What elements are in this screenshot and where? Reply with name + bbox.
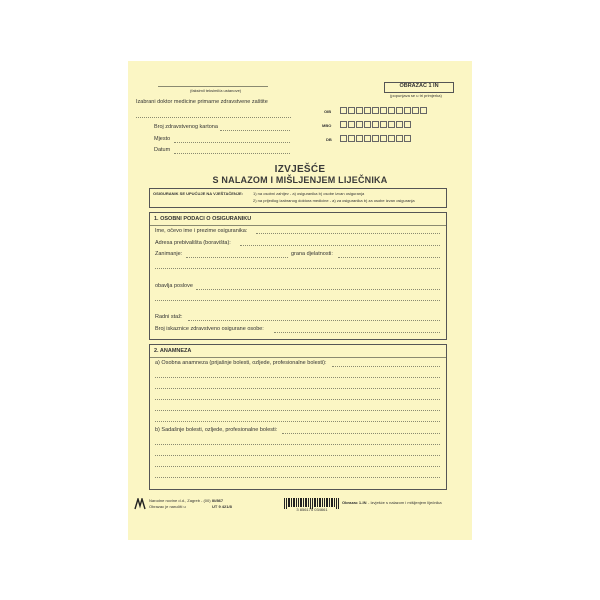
blank-line-1[interactable] <box>155 268 440 269</box>
order-note: Obrazac je naručiti u <box>149 504 186 509</box>
anamnesis-line-2[interactable] <box>155 388 440 389</box>
branch-line[interactable] <box>338 257 440 258</box>
oib-cells[interactable] <box>340 107 428 114</box>
section-anamnesis <box>149 344 447 490</box>
footer-form-caption-rest: - Izvješće s nalazom i mišljenjem liječnika <box>368 500 442 505</box>
referral-box <box>149 188 447 208</box>
illness-line-1[interactable] <box>155 444 440 445</box>
date-line[interactable] <box>174 153 290 154</box>
insurance-card-line[interactable] <box>274 332 440 333</box>
doctor-line[interactable] <box>136 117 291 118</box>
anamnesis-line-4[interactable] <box>155 410 440 411</box>
tenure-label: Radni staž: <box>155 314 183 320</box>
code1: III/867 <box>212 498 224 503</box>
mbo-cells[interactable] <box>340 121 412 128</box>
stamp-line <box>158 86 268 87</box>
illness-line-4[interactable] <box>155 477 440 478</box>
footer-form-caption: Obrazac 1-IN <box>342 500 367 505</box>
personal-anamnesis-label: a) Osobna anamneza (prijašnje bolesti, ozljede, profesionalne bolesti): <box>155 360 327 366</box>
address-label: Adresa prebivališta (boravišta): <box>155 240 231 246</box>
title-line2: S NALAZOM I MIŠLJENJEM LIJEČNIKA <box>212 175 388 185</box>
job-line[interactable] <box>196 289 440 290</box>
referral-option2[interactable]: 2) na prijedlog izabranog doktora medicine - a) za osiguranika b) za osobe izvan osiguranja <box>253 198 415 203</box>
code2: UT 9 421/8 <box>212 504 232 509</box>
job-label: obavlja poslove <box>155 283 193 289</box>
form-code-box: OBRAZAC 1 IN <box>384 82 454 93</box>
section2-title: 2. ANAMNEZA <box>154 348 192 354</box>
illness-line-3[interactable] <box>155 466 440 467</box>
address-line[interactable] <box>240 245 440 246</box>
title-line1: IZVJEŠĆE <box>274 164 326 175</box>
referral-option1[interactable]: 1) na osobni zahtjev - a) osiguranika b) osobe izvan osiguranja <box>253 191 365 196</box>
anamnesis-line-0[interactable] <box>332 366 440 367</box>
tenure-line[interactable] <box>188 320 440 321</box>
occupation-label: Zanimanje: <box>155 251 183 257</box>
db-label: DB <box>326 137 332 142</box>
anamnesis-line-3[interactable] <box>155 399 440 400</box>
blank-line-2[interactable] <box>155 300 440 301</box>
section2-divider <box>150 357 446 358</box>
branch-label: grana djelatnosti: <box>291 251 333 257</box>
section-personal-data <box>149 212 447 340</box>
place-label: Mjesto <box>154 136 171 142</box>
referral-label: OSIGURANIK SE UPUĆUJE NA VJEŠTAČENJE: <box>153 191 244 196</box>
date-label: Datum <box>154 147 171 153</box>
publisher-logo-icon <box>134 497 146 515</box>
card-label: Broj zdravstvenog kartona <box>154 124 218 130</box>
db-cells[interactable] <box>340 135 412 142</box>
barcode-digits: 3 856175 034661 <box>296 507 328 512</box>
mbo-label: MBO <box>322 123 332 128</box>
doctor-label: Izabrani doktor medicine primarne zdravstvene zaštite <box>136 99 268 105</box>
illness-line-2[interactable] <box>155 455 440 456</box>
publisher-name: Narodne novine d.d., Zagreb - (00) <box>149 498 211 503</box>
oib-label: OIB <box>324 109 332 114</box>
form-sheet <box>128 61 472 540</box>
card-line[interactable] <box>220 130 290 131</box>
occupation-line[interactable] <box>186 257 288 258</box>
name-label: Ime, očevo ime i prezime osiguranika: <box>155 228 248 234</box>
section1-divider <box>150 225 446 226</box>
current-illness-label: b) Sadašnje bolesti, ozljede, profesionalne bolesti: <box>155 427 278 433</box>
insurance-card-label: Broj iskaznice zdravstveno osigurane osobe: <box>155 326 264 332</box>
name-line[interactable] <box>256 233 440 234</box>
illness-line-0[interactable] <box>282 433 440 434</box>
place-line[interactable] <box>174 142 290 143</box>
stamp-caption: (faksimil teksimil/a ustanove) <box>190 88 242 93</box>
anamnesis-line-5[interactable] <box>155 421 440 422</box>
anamnesis-line-1[interactable] <box>155 377 440 378</box>
form-note: (popunjava se u tri primjerka) <box>390 93 442 98</box>
section1-title: 1. OSOBNI PODACI O OSIGURANIKU <box>154 216 252 222</box>
